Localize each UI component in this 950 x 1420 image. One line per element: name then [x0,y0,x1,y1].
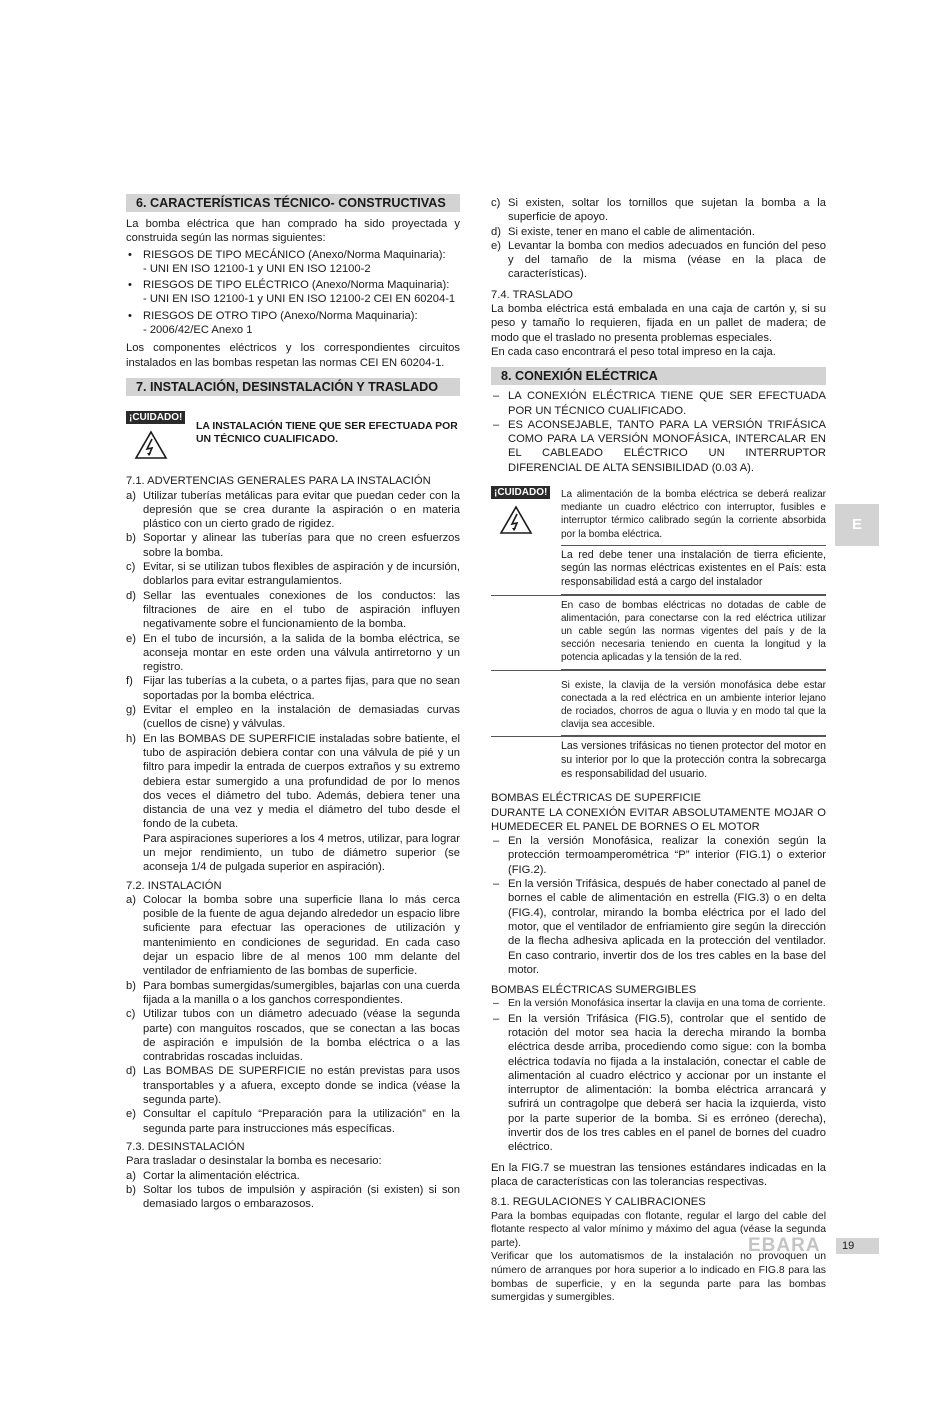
list-item: b) Soltar los tubos de impulsión y aspiración (si existen) si son demasiado largos o embarazosos. [126,1183,460,1211]
list-item: a) Cortar la alimentación eléctrica. [126,1169,300,1182]
surface-pumps-warning: DURANTE LA CONEXIÓN EVITAR ABSOLUTAMENTE MOJAR O HUMEDECER EL PANEL DE BORNES O EL MOTOR [491,806,826,833]
section-7-2-list [126,893,460,1136]
page-number: 19 [836,1238,879,1254]
list-item: f) Fijar las tuberías a la cubeta, o a partes fijas, para que no sean soportadas por la bomba eléctrica. [126,675,460,702]
caution-badge: ¡CUIDADO! [126,411,185,424]
list-item: – LA CONEXIÓN ELÉCTRICA TIENE QUE SER EFECTUADA POR UN TÉCNICO CUALIFICADO. [491,389,826,418]
list-item: d) Las BOMBAS DE SUPERFICIE no están previstas para usos transportables y a afuera, excepto donde se indica (véase la segunda parte). [126,1065,460,1107]
section-7-3-title: 7.3. DESINSTALACIÓN [126,1140,245,1153]
electric-hazard-icon [134,430,168,460]
list-item: a) Utilizar tuberías metálicas para evitar que puedan ceder con la depresión que se crea durante la aspiración o en materia plástico con un cierto grado de rigidez. [126,489,460,531]
list-item: b) Soportar y alinear las tuberías para que no creen esfuerzos sobre la bomba. [126,532,460,559]
section-7-1-list [126,489,460,875]
section-7-2-title: 7.2. INSTALACIÓN [126,879,222,892]
section-8-1-title: 8.1. REGULACIONES Y CALIBRACIONES [491,1196,706,1209]
section-6-title: 6. CARACTERÍSTICAS TÉCNICO- CONSTRUCTIVAS [126,194,460,212]
list-item: g) Evitar el empleo en la instalación de demasiadas curvas (cuellos de cisne) y válvulas. [126,704,460,731]
list-item: • RIESGOS DE TIPO ELÉCTRICO (Anexo/Norma Maquinaria): - UNI EN ISO 12100-1 y UNI EN ISO 12100-2 CEI EN 60204-1 [126,278,460,307]
list-item: e) Consultar el capítulo “Preparación para la utilización” en la segunda parte para instrucciones más específicas. [126,1108,460,1135]
section-6-outro: Los componentes eléctricos y los correspondientes circuitos instalados en las bombas respetan las normas CEI EN 60204-1. [126,342,460,369]
list-item: e) En el tubo de incursión, a la salida de la bomba eléctrica, se aconseja montar en este orden una válvula antirretorno y un registro. [126,632,460,674]
list-item: • RIESGOS DE TIPO MECÁNICO (Anexo/Norma Maquinaria): - UNI EN ISO 12100-1 y UNI EN ISO 12100-2 [126,248,460,277]
caution-note: La alimentación de la bomba eléctrica se deberá realizar mediante un cuadro eléctrico con interruptor, fusibles e interruptor térmico calibrado según la corriente absorbida por la bomba eléctrica. [561,485,826,546]
section-7-4-title: 7.4. TRASLADO [491,288,573,301]
electrical-caution-block [491,485,826,546]
list-item: – ES ACONSEJABLE, TANTO PARA LA VERSIÓN TRIFÁSICA COMO PARA LA VERSIÓN MONOFÁSICA, INTERCALAR EN EL CABLEADO ELÉCTRICO UN INTERRUPTOR DIFERENCIAL DE ALTA SENSIBILIDAD (0.03 A). [491,418,826,475]
caution-note: Si existe, la clavija de la versión monofásica debe estar conectada a la red eléctrica en un ambiente interior lejano de rociados, chorros de agua o lluvia y en modo tal que la clavija sea accesible. [561,671,826,737]
list-item: d) Si existe, tener en mano el cable de alimentación. [491,225,755,238]
section-7-3-list [126,1169,460,1212]
section-8-title: 8. CONEXIÓN ELÉCTRICA [491,367,826,385]
list-item: • RIESGOS DE OTRO TIPO (Anexo/Norma Maquinaria): - 2006/42/EC Anexo 1 [126,309,460,338]
list-item: h) En las BOMBAS DE SUPERFICIE instaladas sobre batiente, el tubo de aspiración debiera contar con una válvula de pié y un filtro para impedir la entrada de cuerpos extraños y su extremo debiera estar sumergido a una profundidad de por lo menos dos veces el diámetro del tubo. Además, debiera tener una distancia de una vez y media el diámetro del tubo desde el fondo de la cubeta. Para aspiraciones superiores a los 4 metros, utilizar, para lograr un mejor rendimiento, un tubo de diámetro superior (se aconseja 1/4 de pulgada superior en aspiración). [126,732,460,874]
electric-hazard-icon [499,505,533,535]
caution-text: LA INSTALACIÓN TIENE QUE SER EFECTUADA POR UN TÉCNICO CUALIFICADO. [196,420,458,445]
list-item: c) Evitar, si se utilizan tubos flexibles de aspiración y de incursión, doblarlos para evitar estrangulamientos. [126,561,460,588]
submersible-pumps-title: BOMBAS ELÉCTRICAS SUMERGIBLES [491,984,697,997]
caution-note: Las versiones trifásicas no tienen protector del motor en su interior por lo que la protección contra la sobrecarga es responsabilidad del usuario. [561,740,826,780]
surface-pumps-list [491,834,826,977]
section-7-3-list-cont [491,196,826,282]
section-7-4-text2: En cada caso encontrará el peso total impreso en la caja. [491,345,776,358]
section-6-bullets [126,248,460,338]
section-7-4-text: La bomba eléctrica está embalada en una caja de cartón y, si su peso y tamaño lo requieren, fijada en un pallet de madera; de modo que el traslado no presenta problemas especiales. [491,303,826,344]
submersible-pumps-list [491,997,826,1154]
surface-pumps-title: BOMBAS ELÉCTRICAS DE SUPERFICIE [491,792,702,805]
section-7-title: 7. INSTALACIÓN, DESINSTALACIÓN Y TRASLADO [126,378,460,396]
section-8-1-text1: Para la bombas equipadas con flotante, regular el largo del cable del flotante respecto al valor mínimo y máximo del agua (véase la segunda parte). [491,1210,826,1249]
section-7-1-title: 7.1. ADVERTENCIAS GENERALES PARA LA INSTALACIÓN [126,475,431,488]
list-item: e) Levantar la bomba con medios adecuados en función del peso y del tamaño de la misma (véase en la placa de características). [491,239,826,281]
section-7-3-intro: Para trasladar o desinstalar la bomba es necesario: [126,1155,382,1168]
list-item: d) Sellar las eventuales conexiones de los conductos: las filtraciones de aire en el tubo de aspiración influyen negativamente sobre el funcionamiento de la bomba. [126,589,460,631]
list-item: a) Colocar la bomba sobre una superficie llana lo más cerca posible de la fuente de agua dejando alrededor un espacio libre suficiente para efectuar las operaciones de utilización y mantenimiento en condiciones de seguridad. En cada caso dejar un espacio libre de al menos 100 mm delante del ventilador de enfriamiento de las bombas de superficie. [126,893,460,978]
list-item: – En la versión Monofásica insertar la clavija en una toma de corriente. [491,997,826,1011]
list-item: – En la versión Trifásica (FIG.5), controlar que el sentido de rotación del motor sea hacia la derecha mirando la bomba eléctrica desde arriba, procediendo como sigue: con la bomba eléctrica todavía no fijada a la instalación, conectar el cable de alimentación al cuadro eléctrico y accionar por un instante el interruptor de alimentación: la bomba eléctrica arrancará y sufrirá un contragolpe que deberá ser hacia la izquierda, visto por la parte superior de la bomba. Si es erróneo (derecha), invertir dos de los tres cables en el panel de bornes del cuadro eléctrico. [491,1012,826,1155]
list-item: – En la versión Trifásica, después de haber conectado al panel de bornes el cable de alimentación en estrella (FIG.3) o en delta (FIG.4), controlar, mirando la bomba eléctrica por el lado del motor, que el ventilador de enfriamiento gire según la dirección de la flecha adhesiva aplicada en la protección del ventilador. En caso contrario, invertir dos de los tres cables en la base del motor. [491,877,826,977]
left-column [126,194,460,1211]
fig7-text: En la FIG.7 se muestran las tensiones estándares indicadas en la placa de características con las tolerancias respectivas. [491,1161,826,1188]
caution-badge: ¡CUIDADO! [491,486,550,499]
list-item: c) Si existen, soltar los tornillos que sujetan la bomba a la superficie de apoyo. [491,197,826,224]
list-item: – En la versión Monofásica, realizar la conexión según la protección termoamperométrica “P” interior (FIG.1) o exterior (FIG.2). [491,834,826,877]
section-6-intro: La bomba eléctrica que han comprado ha sido proyectada y construida según las normas siguientes: [126,218,460,245]
caution-note: La red debe tener una instalación de tierra eficiente, según las normas eléctricas existentes en el País: esta responsabilidad está a cargo del instalador [561,546,826,595]
section-8-dashes [491,389,826,475]
list-item: c) Utilizar tubos con un diámetro adecuado (véase la segunda parte) con manguitos roscados, que se conectan a las bocas de aspiración e impulsión de la bomba eléctrica o a las contrabridas roscadas incluidas. [126,1008,460,1064]
caution-note: En caso de bombas eléctricas no dotadas de cable de alimentación, para conectarse con la red eléctrica utilizar un cable según las normas vigentes del país y de la sección necesaria teniendo en cuenta la longitud y la potencia aplicadas y la tensión de la red. [561,596,826,670]
list-item: b) Para bombas sumergidas/sumergibles, bajarlas con una cuerda fijada a la manilla o a los ganchos correspondientes. [126,979,460,1006]
language-tab: E [835,504,879,546]
section-8-1-text2: Verificar que los automatismos de la instalación no provoquen un número de arranques por hora superior a lo indicado en FIG.8 para las bombas de superficie, y en la segunda parte para las bombas sumergidas y sumergibles. [491,1251,826,1304]
right-column [491,196,826,1305]
ebara-logo: EBARA [748,1235,821,1256]
caution-block [126,410,460,460]
